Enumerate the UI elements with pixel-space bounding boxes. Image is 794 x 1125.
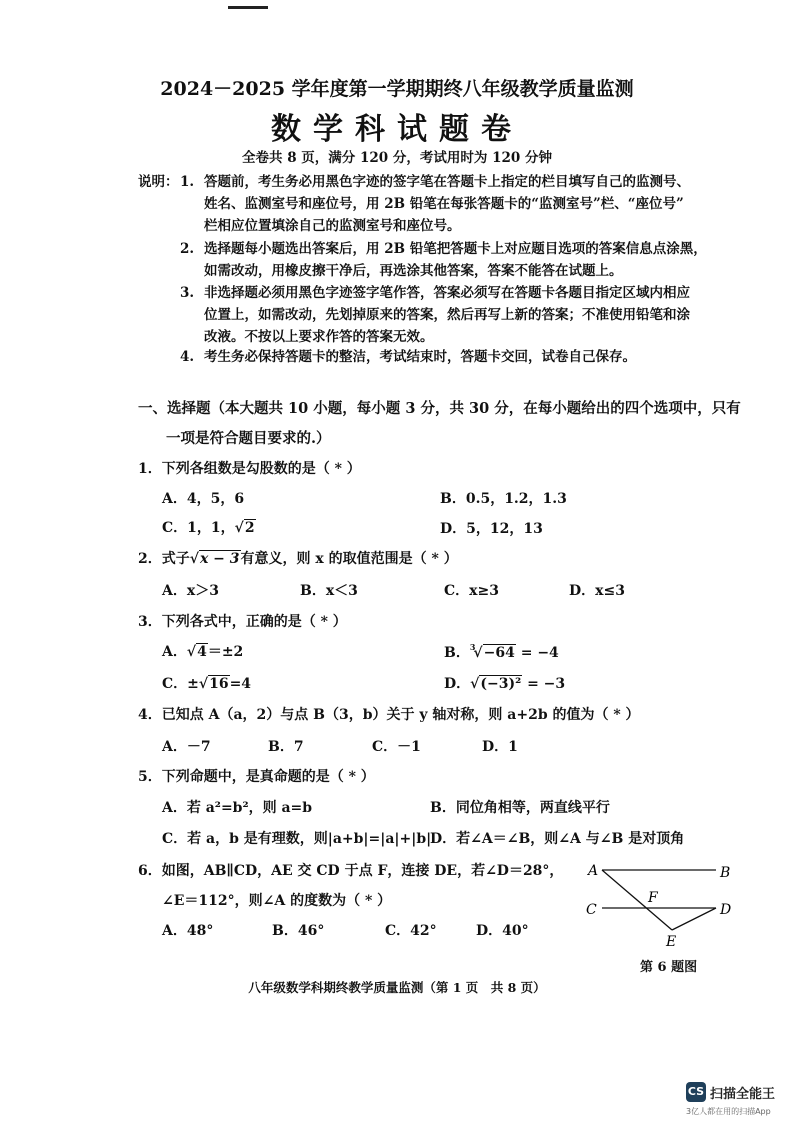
q6-stem-line-2: ∠E＝112°，则∠A 的度数为（ * ） — [162, 893, 392, 909]
q6-stem-line-1: 6．如图，AB∥CD，AE 交 CD 于点 F，连接 DE，若∠D＝28°， — [138, 863, 564, 879]
point-label-d: D — [720, 902, 732, 918]
line-ae — [602, 870, 672, 930]
section1-heading: 一、选择题（本大题共 10 小题，每小题 3 分，共 30 分，在每小题给出的四个选项中，只有 — [138, 400, 741, 417]
q5-stem: 5．下列命题中，是真命题的是（ * ） — [138, 769, 375, 785]
q6-figure-caption: 第 6 题图 — [640, 960, 698, 975]
q1-option-d: D．5，12，13 — [440, 521, 543, 537]
q3-option-a: A．√4＝±2 — [162, 644, 244, 660]
point-label-e: E — [666, 934, 677, 950]
scanner-logo-icon: CS — [686, 1082, 706, 1102]
instruction-2-num: 2. — [180, 241, 195, 257]
q3-option-b-root-index: 3 — [469, 642, 476, 652]
scan-artifact-mark — [228, 6, 268, 9]
q2-option-a: A．x＞3 — [162, 583, 219, 599]
q3-option-a-prefix: A． — [162, 644, 187, 660]
q2-stem-radicand: x − 3 — [199, 551, 240, 567]
q4-option-d: D．1 — [482, 739, 518, 755]
q5-option-a: A．若 a²=b²，则 a=b — [162, 800, 313, 816]
instruction-4-line-1: 考生务必保持答题卡的整洁，考试结束时，答题卡交回，试卷自己保存。 — [204, 349, 636, 365]
point-label-c: C — [586, 902, 597, 918]
q6-option-b: B．46° — [272, 923, 325, 939]
q4-option-a: A．－7 — [162, 739, 211, 755]
q3-option-b-prefix: B． — [444, 645, 470, 661]
page-footer: 八年级数学科期终教学质量监测（第 1 页 共 8 页） — [248, 980, 546, 995]
q1-option-c-prefix: C．1，1， — [162, 520, 235, 536]
instruction-3-num: 3. — [180, 285, 195, 301]
q2-stem: 2．式子√x − 3有意义，则 x 的取值范围是（ * ） — [138, 551, 458, 567]
q2-stem-prefix: 2．式子 — [138, 551, 190, 567]
instruction-2-line-2: 如需改动，用橡皮擦干净后，再选涂其他答案，答案不能答在试题上。 — [204, 263, 623, 279]
q3-option-c: C．±√16=4 — [162, 676, 252, 692]
q1-option-a: A．4，5，6 — [162, 491, 245, 507]
line-de — [672, 908, 716, 930]
subject-title: 数学科试题卷 — [271, 112, 523, 147]
q1-option-b: B．0.5，1.2，1.3 — [440, 491, 567, 507]
point-label-b: B — [720, 865, 731, 881]
q4-option-c: C．－1 — [372, 739, 421, 755]
q1-option-c: C．1，1，√2 — [162, 520, 255, 536]
q4-option-b: B．7 — [268, 739, 304, 755]
q5-option-c: C．若 a，b 是有理数，则|a+b|=|a|+|b| — [162, 831, 432, 847]
instruction-3-line-1: 非选择题必须用黑色字迹签字笔作答，答案必须写在答题卡各题目指定区域内相应 — [204, 285, 690, 301]
point-label-f: F — [648, 890, 658, 906]
instruction-1-line-2: 姓名、监测室号和座位号，用 2B 铅笔在每张答题卡的“监测室号”栏、“座位号” — [204, 196, 684, 212]
instruction-3-line-2: 位置上，如需改动，先划掉原来的答案，然后再写上新的答案；不准使用铅笔和涂 — [204, 307, 690, 323]
q3-option-d-prefix: D． — [444, 676, 471, 692]
section1-heading-cont: 一项是符合题目要求的.） — [166, 430, 331, 447]
instruction-1-line-3: 栏相应位置填涂自己的监测室号和座位号。 — [204, 218, 461, 234]
q3-option-c-prefix: C．± — [162, 676, 199, 692]
q5-option-d: D．若∠A＝∠B，则∠A 与∠B 是对顶角 — [430, 831, 685, 847]
instruction-4-num: 4. — [180, 349, 195, 365]
instruction-3-line-3: 改液。不按以上要求作答的答案无效。 — [204, 329, 434, 345]
q3-option-c-radicand: 16 — [209, 676, 229, 692]
q6-option-d: D．40° — [476, 923, 529, 939]
q2-option-b: B．x＜3 — [300, 583, 358, 599]
instruction-2-line-1: 选择题每小题选出答案后，用 2B 铅笔把答题卡上对应题目选项的答案信息点涂黑， — [204, 241, 707, 257]
q3-option-d-radicand: (−3)² — [480, 676, 522, 692]
q3-option-a-radicand: 4 — [197, 644, 207, 660]
q2-option-c: C．x≥3 — [444, 583, 499, 599]
q1-stem: 1．下列各组数是勾股数的是（ * ） — [138, 461, 361, 477]
q1-option-c-radicand: 2 — [244, 520, 255, 536]
scanner-app-name: 扫描全能王 — [710, 1087, 776, 1102]
q2-option-d: D．x≤3 — [569, 583, 625, 599]
q3-option-d: D．√(−3)² = −3 — [444, 676, 566, 692]
q2-stem-suffix: 有意义，则 x 的取值范围是（ * ） — [240, 551, 458, 567]
q3-option-c-suffix: =4 — [229, 676, 252, 692]
q3-option-a-suffix: ＝±2 — [207, 644, 244, 660]
q3-option-b: B．$^3$√−64 = −4 — [444, 642, 559, 661]
q5-option-b: B．同位角相等，两直线平行 — [430, 800, 610, 816]
q4-stem: 4．已知点 A（a，2）与点 B（3，b）关于 y 轴对称，则 a+2b 的值为（ * ） — [138, 707, 640, 723]
q6-figure — [580, 858, 740, 958]
exam-title: 2024－2025 学年度第一学期期终八年级教学质量监测 — [160, 78, 634, 100]
point-label-a: A — [588, 863, 599, 879]
q6-option-a: A．48° — [162, 923, 214, 939]
q6-option-c: C．42° — [385, 923, 437, 939]
instruction-1-line-1: 答题前，考生务必用黑色字迹的签字笔在答题卡上指定的栏目填写自己的监测号、 — [204, 174, 690, 190]
q3-stem: 3．下列各式中，正确的是（ * ） — [138, 614, 347, 630]
instruction-1-num: 1. — [180, 174, 195, 190]
q3-option-d-suffix: = −3 — [522, 676, 566, 692]
scanner-slogan: 3亿人都在用的扫描App — [686, 1107, 771, 1116]
q3-option-b-radicand: −64 — [483, 645, 515, 661]
exam-info: 全卷共 8 页，满分 120 分，考试用时为 120 分钟 — [242, 150, 552, 166]
q3-option-b-suffix: = −4 — [515, 645, 559, 661]
instructions-label: 说明： — [138, 174, 179, 190]
